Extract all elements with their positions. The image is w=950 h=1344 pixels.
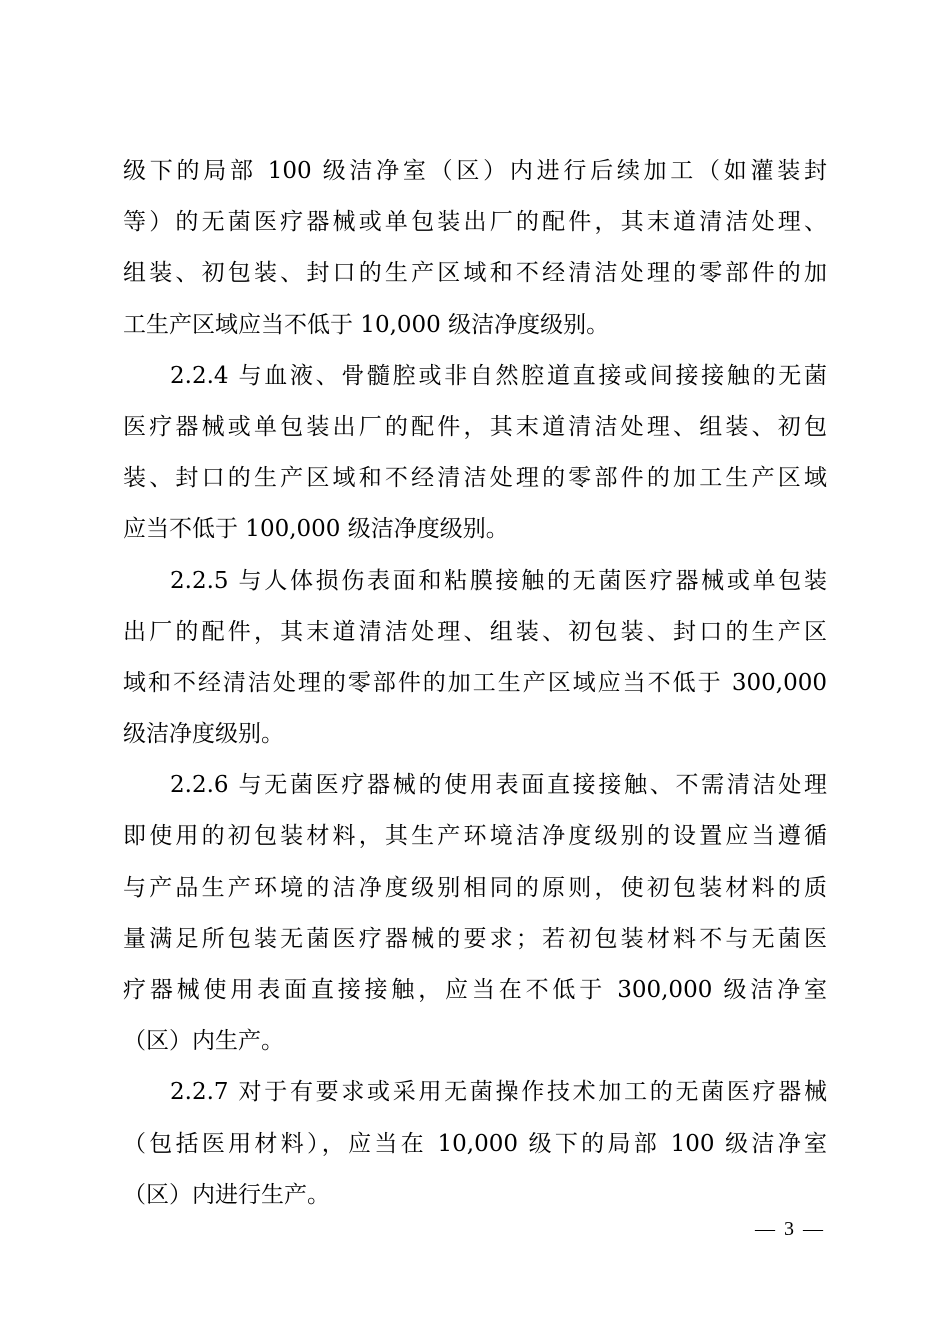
text-line: （区）内进行生产。 xyxy=(123,1181,330,1208)
text-line: 级洁净度级别。 xyxy=(123,721,284,748)
paragraph xyxy=(123,556,827,761)
text-line: 量满足所包装无菌医疗器械的要求；若初包装材料不与无菌医 xyxy=(123,925,827,952)
text-line: 与产品生产环境的洁净度级别相同的原则，使初包装材料的质 xyxy=(123,874,827,901)
text-line: 装、封口的生产区域和不经清洁处理的零部件的加工生产区域 xyxy=(123,465,827,492)
paragraph xyxy=(123,1067,827,1221)
text-line: （区）内生产。 xyxy=(123,1028,284,1055)
paragraph xyxy=(123,146,827,351)
paragraph xyxy=(123,351,827,556)
text-line: 2.2.6 与无菌医疗器械的使用表面直接接触、不需清洁处理 xyxy=(170,772,827,799)
text-line: （包括医用材料），应当在 10,000 级下的局部 100 级洁净室 xyxy=(123,1130,827,1157)
text-line: 应当不低于 100,000 级洁净度级别。 xyxy=(123,516,509,543)
text-line: 2.2.4 与血液、骨髓腔或非自然腔道直接或间接接触的无菌 xyxy=(170,362,827,389)
paragraph xyxy=(123,760,827,1067)
text-line: 级下的局部 100 级洁净室（区）内进行后续加工（如灌装封 xyxy=(123,158,827,184)
text-line: 域和不经清洁处理的零部件的加工生产区域应当不低于 300,000 xyxy=(123,669,827,696)
text-line: 2.2.5 与人体损伤表面和粘膜接触的无菌医疗器械或单包装 xyxy=(170,567,827,594)
text-line: 2.2.7 对于有要求或采用无菌操作技术加工的无菌医疗器械 xyxy=(170,1079,827,1106)
text-line: 组装、初包装、封口的生产区域和不经清洁处理的零部件的加 xyxy=(123,260,827,287)
text-line: 即使用的初包装材料，其生产环境洁净度级别的设置应当遵循 xyxy=(123,823,827,850)
text-line: 医疗器械或单包装出厂的配件，其末道清洁处理、组装、初包 xyxy=(123,413,827,440)
document-body xyxy=(123,146,827,1221)
text-line: 工生产区域应当不低于 10,000 级洁净度级别。 xyxy=(123,311,610,338)
text-line: 等）的无菌医疗器械或单包装出厂的配件，其末道清洁处理、 xyxy=(123,209,827,236)
page-number: — 3 — xyxy=(755,1218,825,1240)
text-line: 疗器械使用表面直接接触，应当在不低于 300,000 级洁净室 xyxy=(123,977,827,1003)
text-line: 出厂的配件，其末道清洁处理、组装、初包装、封口的生产区 xyxy=(123,618,827,645)
